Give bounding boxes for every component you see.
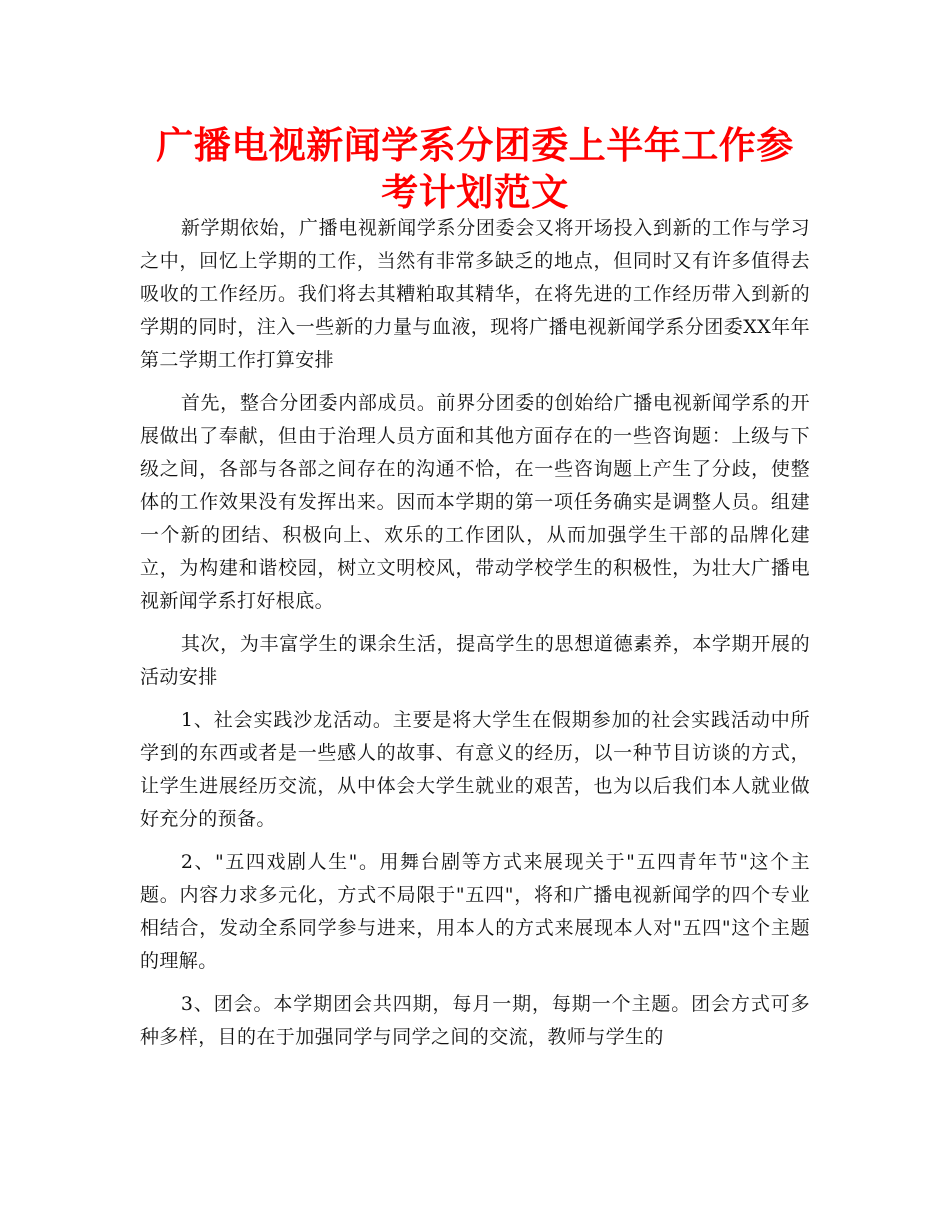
paragraph-item-3: 3、团会。本学期团会共四期，每月一期，每期一个主题。团会方式可多种多样，目的在于加强同学与同学之间的交流，教师与学生的 [140, 993, 810, 1048]
paragraph-item-2: 2、"五四戏剧人生"。用舞台剧等方式来展现关于"五四青年节"这个主题。内容力求多元化，方式不局限于"五四"，将和广播电视新闻学的四个专业相结合，发动全系同学参与进来，用本人的方式来展现本人对"五四"这个主题的理解。 [140, 851, 810, 972]
paragraph-intro: 新学期依始，广播电视新闻学系分团委会又将开场投入到新的工作与学习之中，回忆上学期的工作，当然有非常多缺乏的地点，但同时又有许多值得去吸收的工作经历。我们将去其糟粕取其精华，在将先进的工作经历带入到新的学期的同时，注入一些新的力量与血液，现将广播电视新闻学系分团委XX年年第二学期工作打算安排 [140, 217, 810, 371]
paragraph-activities-intro: 其次，为丰富学生的课余生活，提高学生的思想道德素养，本学期开展的活动安排 [140, 633, 810, 688]
document-body [140, 212, 810, 1064]
paragraph-item-1: 1、社会实践沙龙活动。主要是将大学生在假期参加的社会实践活动中所学到的东西或者是一些感人的故事、有意义的经历，以一种节目访谈的方式，让学生进展经历交流，从中体会大学生就业的艰苦，也为以后我们本人就业做好充分的预备。 [140, 709, 810, 830]
paragraph-first-task: 首先，整合分团委内部成员。前界分团委的创始给广播电视新闻学系的开展做出了奉献，但由于治理人员方面和其他方面存在的一些咨询题：上级与下级之间，各部与各部之间存在的沟通不恰，在一些咨询题上产生了分歧，使整体的工作效果没有发挥出来。因而本学期的第一项任务确实是调整人员。组建一个新的团结、积极向上、欢乐的工作团队，从而加强学生干部的品牌化建立，为构建和谐校园，树立文明校风，带动学校学生的积极性，为壮大广播电视新闻学系打好根底。 [140, 392, 810, 612]
document-title: 广播电视新闻学系分团委上半年工作参考计划范文 [156, 124, 794, 214]
